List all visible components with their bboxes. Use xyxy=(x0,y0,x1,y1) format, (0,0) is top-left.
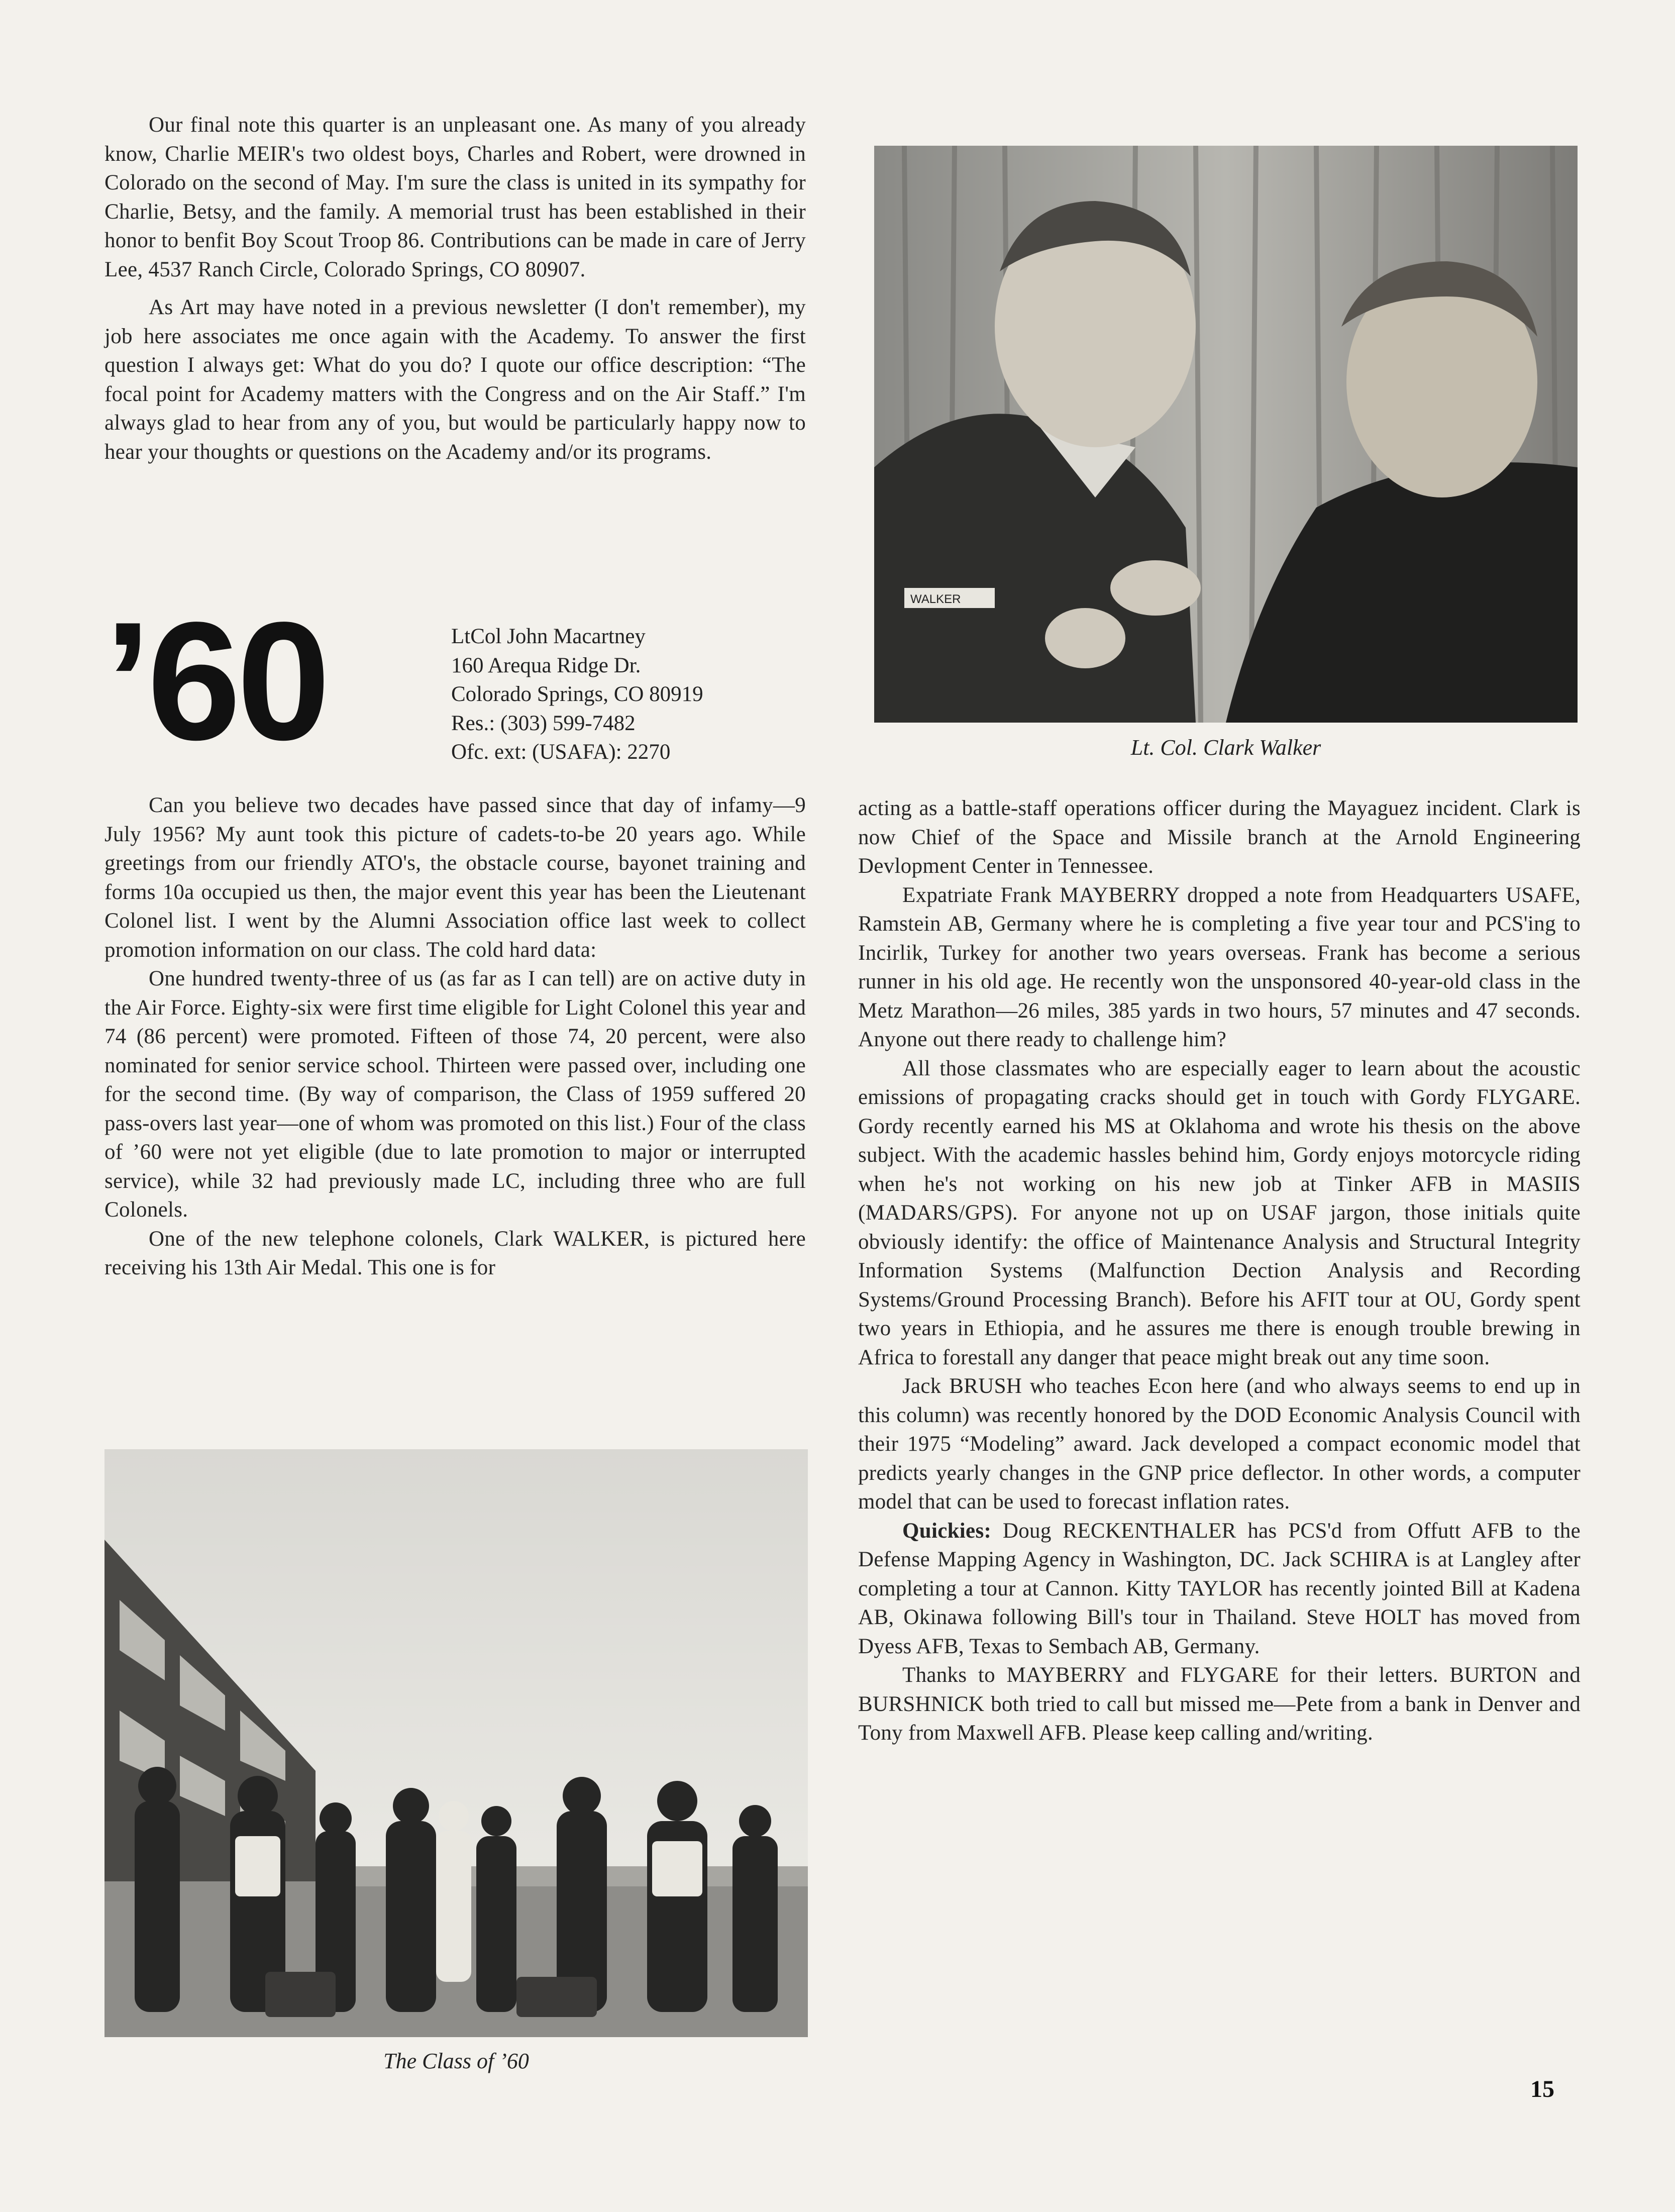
paragraph-quickies xyxy=(858,1517,1581,1661)
right-column-text xyxy=(858,794,1581,1748)
left-column-lower xyxy=(104,791,806,1282)
correspondent-address xyxy=(451,622,703,767)
caption-walker: Lt. Col. Clark Walker xyxy=(1130,735,1321,760)
class-header xyxy=(104,587,806,775)
paragraph-flygare: All those classmates who are especially eager to learn about the acoustic emissions of propagating cracks should get in touch with Gordy FLYGARE. Gordy recently earned his MS at Oklahoma and wrote his thesis on the above subject. With the academic hassles behind him, Gordy enjoys motorcycle riding when he's not working on his new job at Tinker AFB in MASIIS (MADARS/GPS). For anyone not up on USAF jargon, those initials quite obviously identify: the office of Maintenance Analysis and Structural Integrity Information Systems (Malfunction Dection Analysis and Recording Systems/Ground Processing Branch). Before his AFIT tour at OU, Gordy spent two years in Ethiopia, and he assures me there is enough trouble brewing in Africa to forestall any danger that peace might break out any time soon. xyxy=(858,1056,1581,1369)
paragraph-mayberry: Expatriate Frank MAYBERRY dropped a note from Headquarters USAFE, Ramstein AB, Germany where he is completing a five year tour and PCS'ing to Incirlik, Turkey for another two years overseas. Frank has become a serious runner in his old age. He recently won the unsponsored 40-year-old class in the Metz Marathon—26 miles, 385 yards in two hours, 57 minutes and 47 seconds. Anyone out there ready to challenge him? xyxy=(858,883,1581,1051)
photo-clark-walker xyxy=(874,146,1578,723)
walker-nametag: WALKER xyxy=(910,592,961,606)
paragraph-two-decades: Can you believe two decades have passed since that day of infamy—9 July 1956? My aunt took this picture of cadets-to-be 20 years ago. While greetings from our friendly ATO's, the obstacle course, bayonet training and forms 10a occupied us then, the major event this year has been the Lieutenant Colonel list. I went by the Alumni Association office last week to collect promotion information on our class. The cold hard data: xyxy=(104,793,806,962)
left-column-top xyxy=(104,111,806,466)
walker-photo-illustration xyxy=(874,146,1578,723)
class-photo-illustration xyxy=(104,1449,808,2037)
paragraph-walker-intro: One of the new telephone colonels, Clark WALKER, is pictured here receiving his 13th Air Medal. This one is for xyxy=(104,1227,806,1279)
quickies-text: Doug RECKENTHALER has PCS'd from Offutt AFB to the Defense Mapping Agency in Washington, DC. Jack SCHIRA is at Langley after completing a tour at Cannon. Kitty TAYLOR has recently jointed Bill at Kadena AB, Okinawa following Bill's tour in Thailand. Steve HOLT has moved from Dyess AFB, Texas to Sembach AB, Germany. xyxy=(858,1519,1581,1658)
quickies-label: Quickies: xyxy=(902,1519,992,1543)
paragraph-walker-continued: acting as a battle-staff operations officer during the Mayaguez incident. Clark is now Chief of the Space and Missile branch at the Arnold Engineering Devlopment Center in Tennessee. xyxy=(858,796,1581,878)
page-number: 15 xyxy=(1530,2076,1554,2102)
caption-class-of-60: The Class of ’60 xyxy=(383,2049,529,2073)
address-line: 160 Arequa Ridge Dr. xyxy=(451,653,641,677)
paragraph-memorial: Our final note this quarter is an unpleasant one. As many of you already know, Charlie MEIR's two oldest boys, Charles and Robert, were drowned in Colorado on the second of May. I'm sure the class is united in its sympathy for Charlie, Betsy, and the family. A memorial trust has been established in their honor to benfit Boy Scout Troop 86. Contributions can be made in care of Jerry Lee, 4537 Ranch Circle, Colorado Springs, CO 80907. xyxy=(104,113,806,281)
paragraph-promotion-data: One hundred twenty-three of us (as far as I can tell) are on active duty in the Air Force. Eighty-six were first time eligible for Light Colonel this year and 74 (86 percent) were promoted. Fifteen of those 74, 20 percent, were also nominated for senior service school. Thirteen were passed over, including one for the second time. (By way of comparison, the Class of 1959 suffered 20 pass-overs last year—one of whom was promoted on this list.) Four of the class of ’60 were not yet eligible (due to late promotion to major or interrupted service), while 32 had previously made LC, including three who are full Colonels. xyxy=(104,967,806,1222)
paragraph-thanks: Thanks to MAYBERRY and FLYGARE for their letters. BURTON and BURSHNICK both tried to call but missed me—Pete from a bank in Denver and Tony from Maxwell AFB. Please keep calling and/writing. xyxy=(858,1663,1581,1745)
paragraph-brush: Jack BRUSH who teaches Econ here (and who always seems to end up in this column) was recently honored by the DOD Economic Analysis Council with their 1975 “Modeling” award. Jack developed a compact economic model that predicts yearly changes in the GNP price deflector. In other words, a computer model that can be used to forecast inflation rates. xyxy=(858,1374,1581,1514)
photo-class-of-60 xyxy=(104,1449,808,2037)
class-year-numeral: ’60 xyxy=(104,587,327,775)
paragraph-academy-job: As Art may have noted in a previous newsletter (I don't remember), my job here associates me once again with the Academy. To answer the first question I always get: What do you do? I quote our office description: “The focal point for Academy matters with the Congress and on the Air Staff.” I'm always glad to hear from any of you, but would be particularly happy now to hear your thoughts or questions on the Academy and/or its programs. xyxy=(104,295,806,464)
address-line: LtCol John Macartney xyxy=(451,625,646,648)
address-line: Ofc. ext: (USAFA): 2270 xyxy=(451,740,671,764)
address-line: Colorado Springs, CO 80919 xyxy=(451,682,703,706)
address-line: Res.: (303) 599-7482 xyxy=(451,711,636,735)
